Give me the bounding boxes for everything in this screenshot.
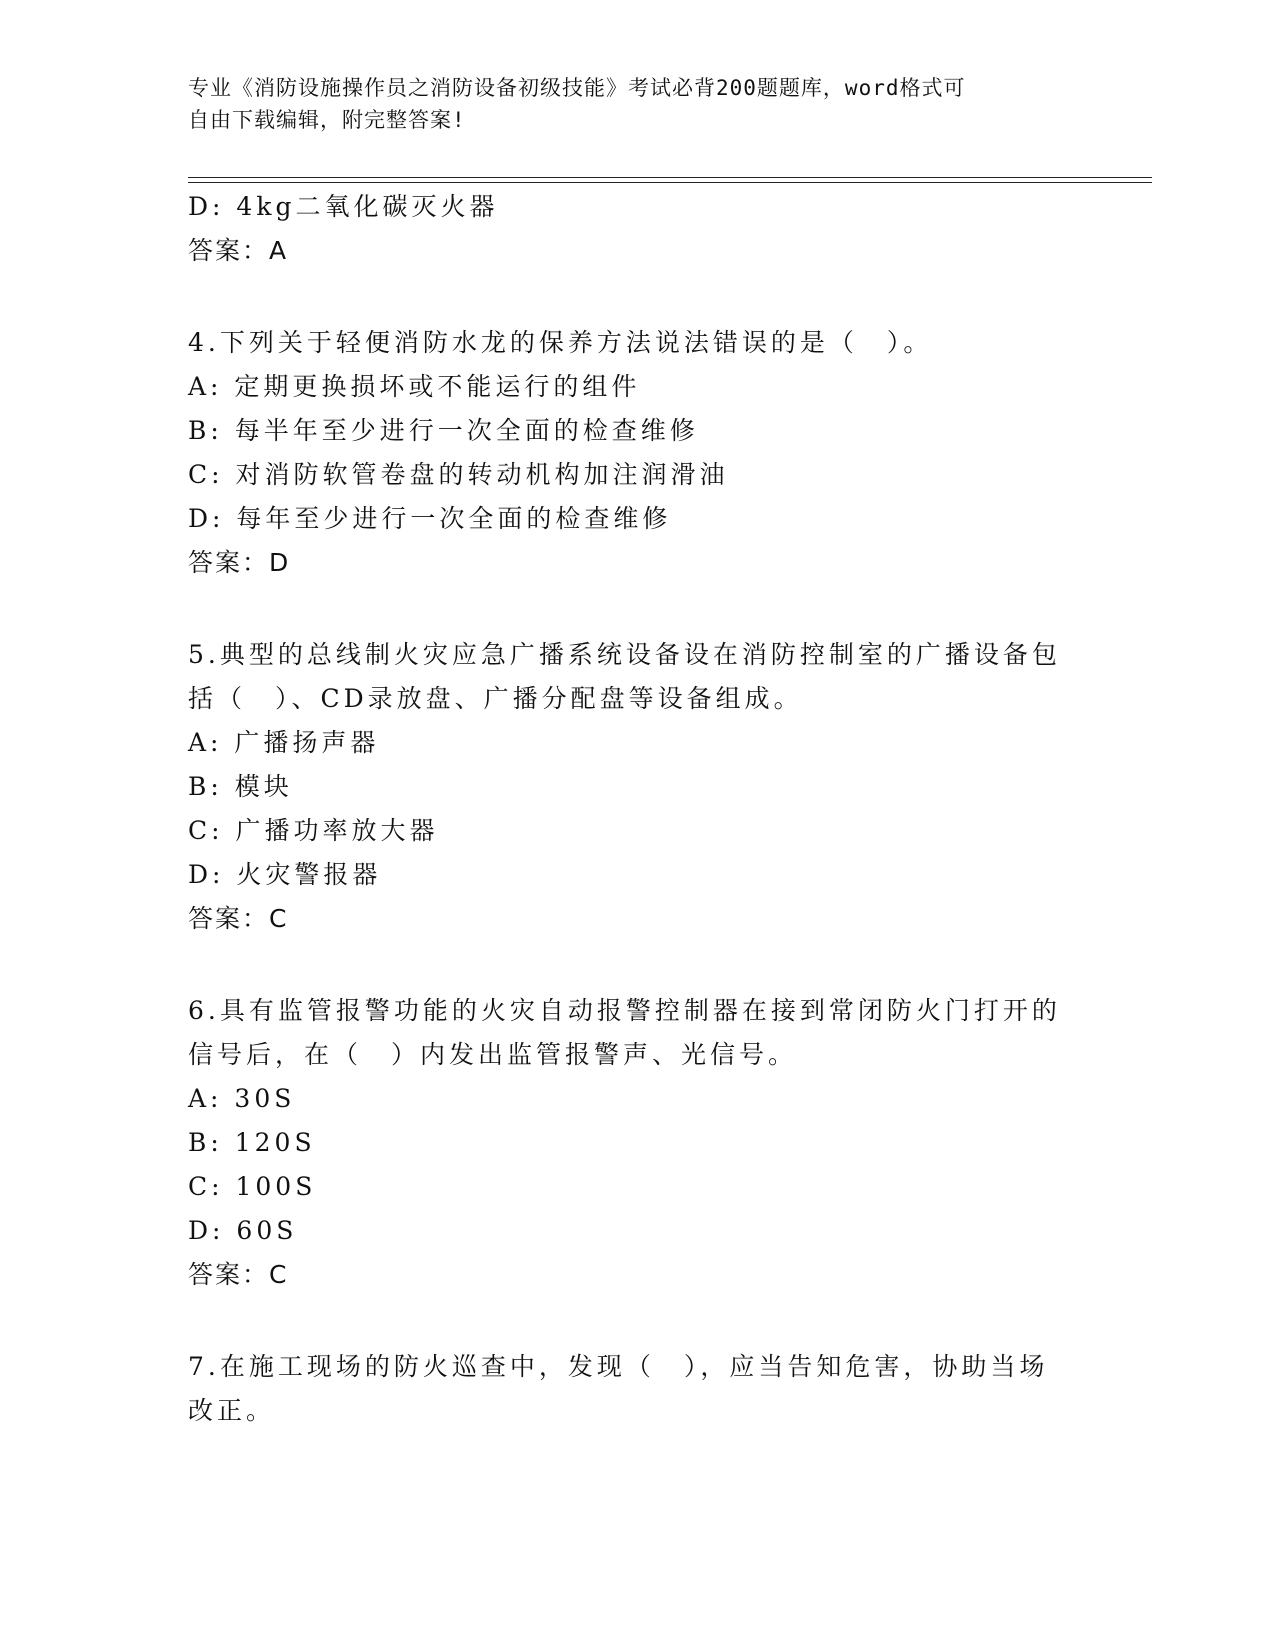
document-header — [188, 72, 1068, 136]
q4-stem: 4.下列关于轻便消防水龙的保养方法说法错误的是（ ）。 — [188, 328, 933, 357]
header-line-2: 自由下载编辑，附完整答案! — [188, 108, 466, 132]
q5-option-c: C: 广播功率放大器 — [188, 816, 439, 845]
q5-answer: 答案：C — [188, 904, 289, 933]
q5-option-d: D: 火灾警报器 — [188, 860, 382, 889]
header-divider-top — [188, 177, 1152, 178]
q5-stem-line-2: 括（ ）、CD录放盘、广播分配盘等设备组成。 — [188, 684, 803, 713]
q4-option-a: A: 定期更换损坏或不能运行的组件 — [188, 372, 641, 401]
q3-option-d: D: 4kg二氧化碳灭火器 — [188, 192, 499, 221]
q5-option-a: A: 广播扬声器 — [188, 728, 380, 757]
q5-stem-line-1: 5.典型的总线制火灾应急广播系统设备设在消防控制室的广播设备包 — [188, 640, 1061, 669]
q4-option-c: C: 对消防软管卷盘的转动机构加注润滑油 — [188, 460, 729, 489]
q6-answer: 答案：C — [188, 1260, 289, 1289]
q4-answer: 答案：D — [188, 548, 291, 577]
q6-option-d: D: 60S — [188, 1216, 298, 1245]
q4-option-d: D: 每年至少进行一次全面的检查维修 — [188, 504, 672, 533]
q6-stem-line-2: 信号后，在（ ）内发出监管报警声、光信号。 — [188, 1040, 798, 1069]
q3-answer: 答案：A — [188, 236, 289, 265]
header-divider-bottom — [188, 182, 1152, 183]
q7-stem-line-2: 改正。 — [188, 1396, 276, 1425]
q4-option-b: B: 每半年至少进行一次全面的检查维修 — [188, 416, 699, 445]
header-line-1: 专业《消防设施操作员之消防设备初级技能》考试必背200题题库，word格式可 — [188, 76, 966, 100]
q6-option-a: A: 30S — [188, 1084, 296, 1113]
q6-option-b: B: 120S — [188, 1128, 316, 1157]
q7-stem-line-1: 7.在施工现场的防火巡查中，发现（ ），应当告知危害，协助当场 — [188, 1352, 1049, 1381]
q6-option-c: C: 100S — [188, 1172, 317, 1201]
q5-option-b: B: 模块 — [188, 772, 293, 801]
q6-stem-line-1: 6.具有监管报警功能的火灾自动报警控制器在接到常闭防火门打开的 — [188, 996, 1061, 1025]
